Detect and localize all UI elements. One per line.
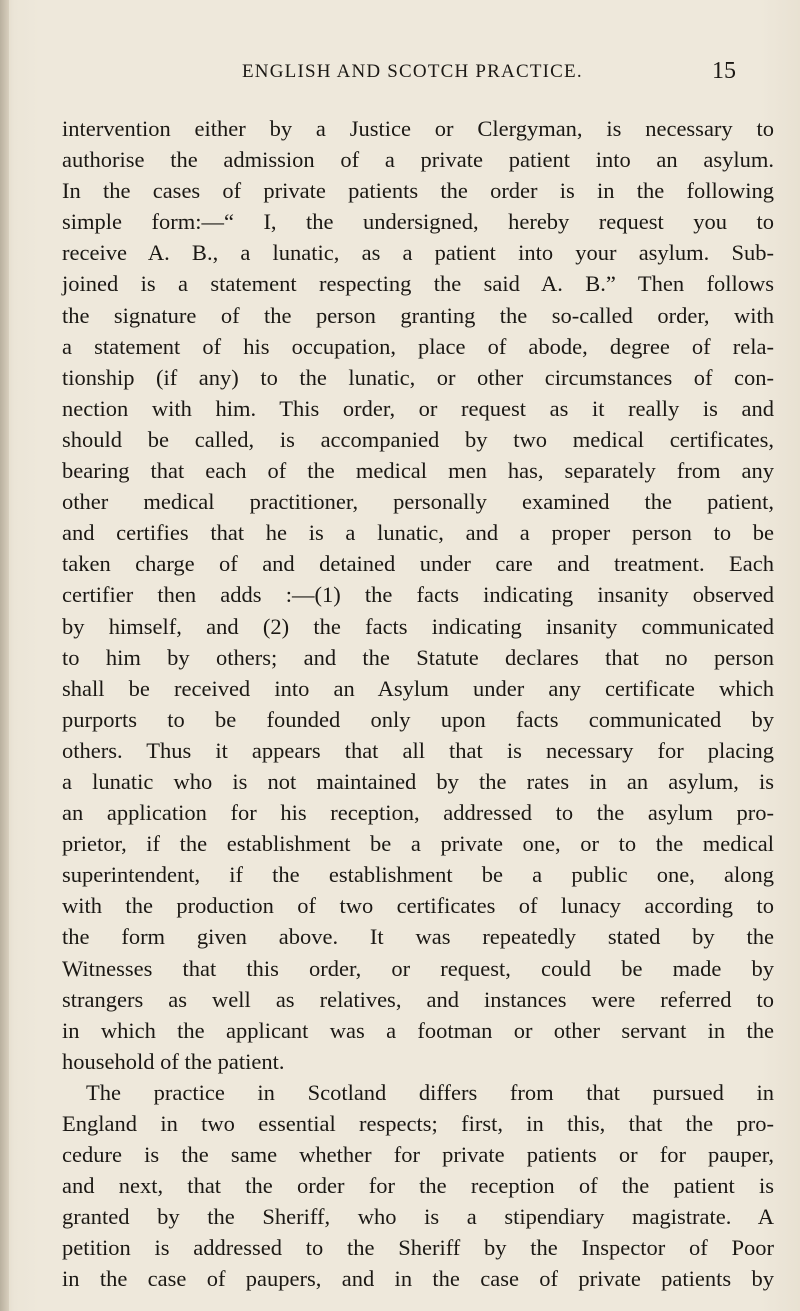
text-line: receive A. B., a lunatic, as a patient into your asylum. Sub- [62, 240, 774, 266]
text-line: shall be received into an Asylum under any certificate which [62, 675, 774, 701]
page-gutter-edge [0, 0, 9, 1311]
text-line: taken charge of and detained under care and treatment. Each [62, 551, 774, 577]
text-line: granted by the Sheriff, who is a stipendiary magistrate. A [62, 1204, 774, 1230]
text-line: to him by others; and the Statute declares that no person [62, 644, 774, 670]
text-line: other medical practitioner, personally examined the patient, [62, 489, 774, 515]
text-line: a statement of his occupation, place of abode, degree of rela- [62, 333, 774, 359]
text-line-paragraph-end: household of the patient. [62, 1048, 285, 1074]
text-line: Witnesses that this order, or request, could be made by [62, 955, 774, 981]
text-line: joined is a statement respecting the said A. B.” Then follows [62, 271, 774, 297]
text-line: intervention either by a Justice or Clergyman, is necessary to [62, 116, 774, 141]
text-line: a lunatic who is not maintained by the rates in an asylum, is [62, 768, 774, 794]
text-line: and certifies that he is a lunatic, and a proper person to be [62, 520, 774, 546]
text-line: in which the applicant was a footman or other servant in the [62, 1017, 774, 1043]
text-line: prietor, if the establishment be a private one, or to the medical [62, 831, 774, 857]
text-line: purports to be founded only upon facts communicated by [62, 706, 774, 732]
page-header [62, 60, 762, 100]
text-line: nection with him. This order, or request as it really is and [62, 395, 774, 421]
text-line: authorise the admission of a private patient into an asylum. [62, 147, 774, 173]
text-line: bearing that each of the medical men has, separately from any [62, 458, 774, 484]
text-line: cedure is the same whether for private patients or for pauper, [62, 1142, 774, 1168]
text-line: the form given above. It was repeatedly stated by the [62, 924, 774, 950]
page-number: 15 [712, 58, 736, 84]
text-line: with the production of two certificates of lunacy according to [62, 893, 774, 919]
text-line: England in two essential respects; first, in this, that the pro- [62, 1111, 774, 1136]
text-line: certifier then adds :—(1) the facts indicating insanity observed [62, 582, 774, 608]
text-line: in the case of paupers, and in the case of private patients by [62, 1266, 774, 1292]
text-line-paragraph-start: The practice in Scotland differs from that pursued in [86, 1079, 774, 1105]
text-line: an application for his reception, addressed to the asylum pro- [62, 800, 774, 826]
text-line: others. Thus it appears that all that is necessary for placing [62, 737, 774, 763]
text-line: and next, that the order for the reception of the patient is [62, 1173, 774, 1199]
text-line: petition is addressed to the Sheriff by the Inspector of Poor [62, 1235, 774, 1261]
text-line: by himself, and (2) the facts indicating insanity communicated [62, 613, 774, 639]
text-line: should be called, is accompanied by two medical certificates, [62, 426, 774, 452]
text-line: strangers as well as relatives, and instances were referred to [62, 986, 774, 1012]
text-line: the signature of the person granting the so-called order, with [62, 302, 774, 328]
text-line: superintendent, if the establishment be a public one, along [62, 862, 774, 888]
text-line: In the cases of private patients the order is in the following [62, 178, 774, 204]
text-line: tionship (if any) to the lunatic, or other circumstances of con- [62, 364, 774, 390]
body-text [62, 113, 774, 1295]
text-line: simple form:—“ I, the undersigned, hereby request you to [62, 209, 774, 235]
running-title: ENGLISH AND SCOTCH PRACTICE. [242, 61, 583, 82]
